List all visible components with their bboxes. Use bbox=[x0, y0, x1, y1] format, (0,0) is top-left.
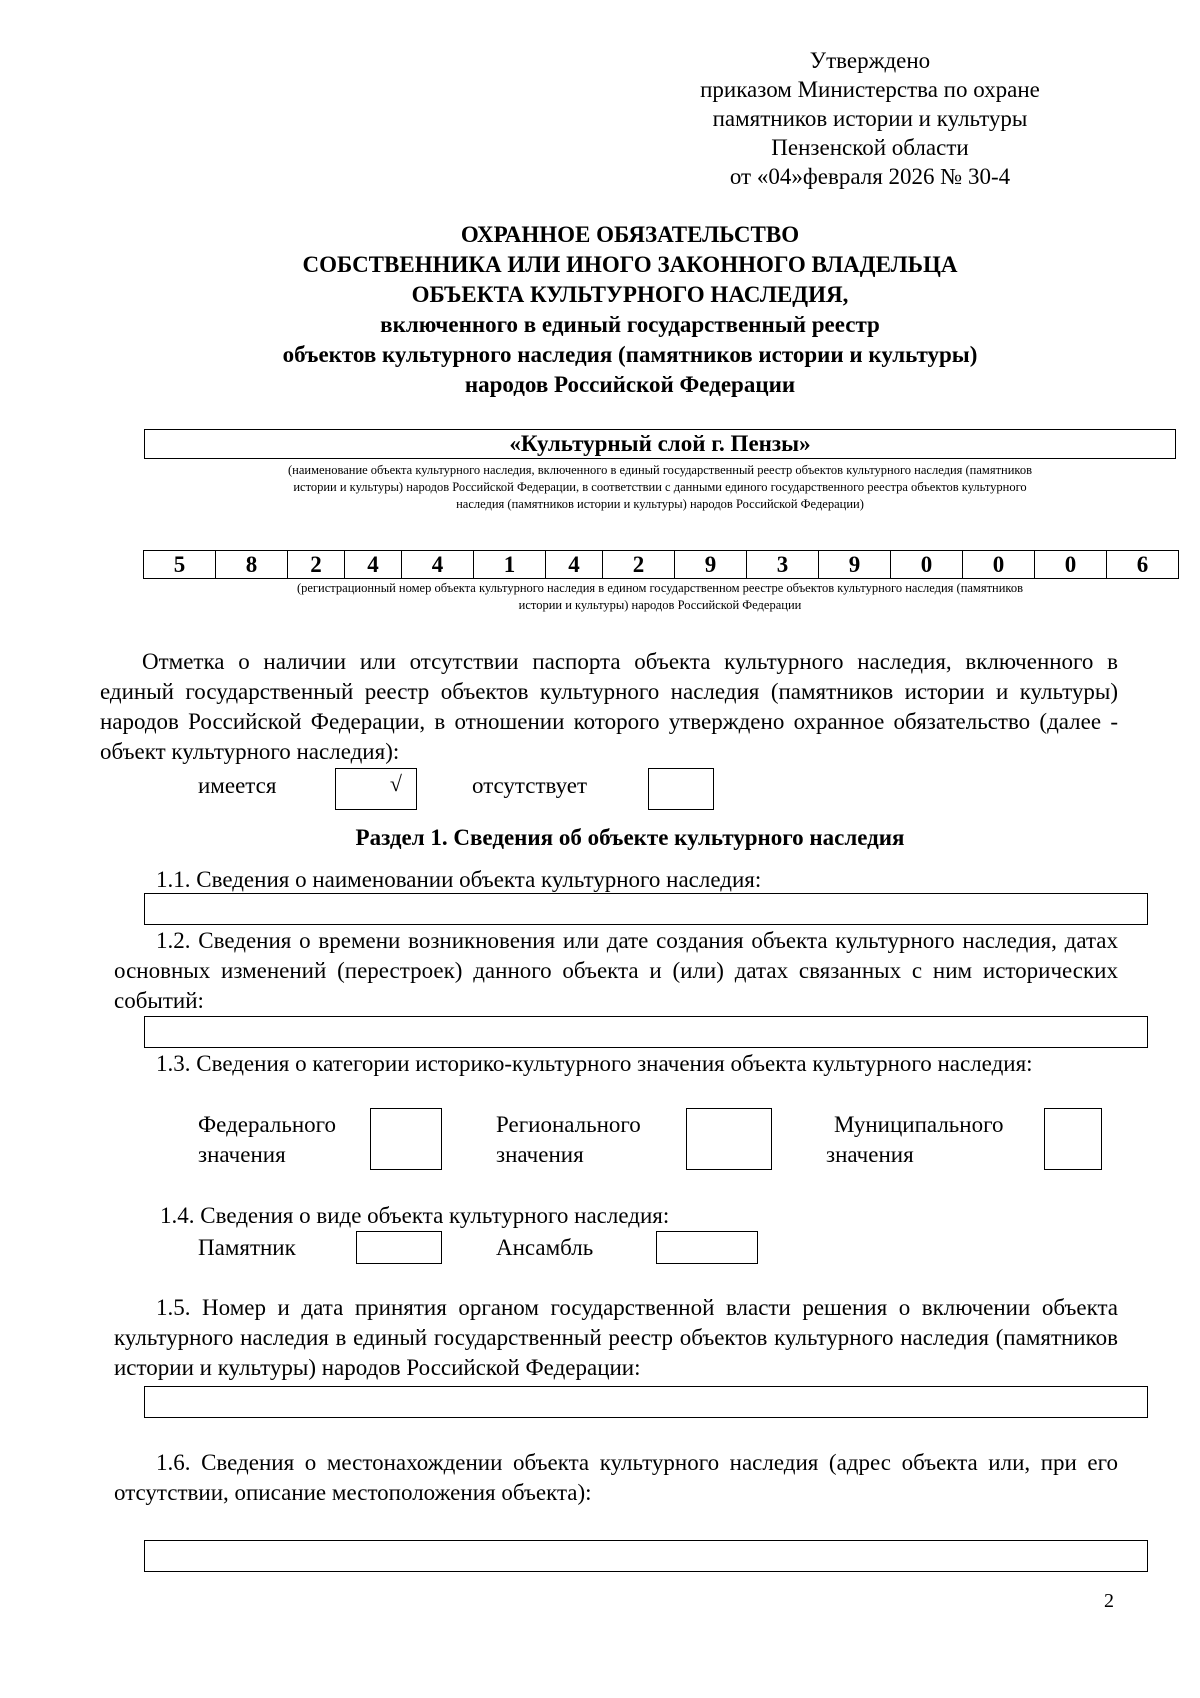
registration-caption bbox=[144, 580, 1176, 614]
label-line: значения bbox=[496, 1142, 584, 1167]
reg-digit-cell[interactable]: 0 bbox=[963, 551, 1035, 579]
title-line: ОБЪЕКТА КУЛЬТУРНОГО НАСЛЕДИЯ, bbox=[411, 282, 849, 307]
registration-number-grid bbox=[143, 550, 1179, 579]
section-1-3-text: 1.3. Сведения о категории историко-культурного значения объекта культурного наследия: bbox=[156, 1051, 1033, 1076]
section-1-5-field[interactable] bbox=[144, 1386, 1148, 1418]
approval-block bbox=[650, 46, 1090, 191]
section-1-6-text: 1.6. Сведения о местонахождении объекта культурного наследия (адрес объекта или, при его отсутствии, описание местоположения объекта): bbox=[114, 1450, 1118, 1505]
label-line: Федерального bbox=[198, 1112, 337, 1137]
approval-line: от «04»февраля 2026 № 30-4 bbox=[729, 164, 1011, 189]
absent-label: отсутствует bbox=[472, 773, 588, 798]
approval-line: приказом Министерства по охране bbox=[700, 77, 1040, 102]
reg-digit-cell[interactable]: 2 bbox=[603, 551, 675, 579]
title-line: СОБСТВЕННИКА ИЛИ ИНОГО ЗАКОННОГО ВЛАДЕЛЬЦА bbox=[302, 252, 958, 277]
label-line: значения bbox=[826, 1142, 914, 1167]
reg-digit-cell[interactable]: 0 bbox=[891, 551, 963, 579]
reg-digit-cell[interactable]: 4 bbox=[546, 551, 603, 579]
reg-digit-cell[interactable]: 2 bbox=[288, 551, 345, 579]
title-line: народов Российской Федерации bbox=[464, 372, 796, 397]
document-title bbox=[0, 220, 1200, 400]
category-municipal-checkbox[interactable] bbox=[1044, 1108, 1102, 1170]
object-name-field[interactable]: «Культурный слой г. Пензы» bbox=[144, 429, 1176, 459]
reg-digit-cell[interactable]: 6 bbox=[1107, 551, 1179, 579]
approval-line: памятников истории и культуры bbox=[712, 106, 1028, 131]
kind-monument-checkbox[interactable] bbox=[356, 1231, 442, 1264]
reg-digit-cell[interactable]: 3 bbox=[747, 551, 819, 579]
section-1-5-text: 1.5. Номер и дата принятия органом государственной власти решения о включении объекта культурного наследия в единый государственный реестр объектов культурного наследия (памятников истории и культуры) народов Российской Федерации: bbox=[114, 1295, 1118, 1380]
approval-line: Пензенской области bbox=[771, 135, 969, 160]
reg-digit-cell[interactable]: 0 bbox=[1035, 551, 1107, 579]
category-regional-label bbox=[496, 1110, 641, 1170]
title-line: объектов культурного наследия (памятников истории и культуры) bbox=[282, 342, 978, 367]
reg-digit-cell[interactable]: 8 bbox=[216, 551, 288, 579]
label-line: значения bbox=[198, 1142, 286, 1167]
caption-line: (наименование объекта культурного наследия, включенного в единый государственный реестр объектов культурного наследия (памятников bbox=[287, 463, 1033, 477]
section-1-2-field[interactable] bbox=[144, 1016, 1148, 1048]
category-regional-checkbox[interactable] bbox=[686, 1108, 772, 1170]
passport-paragraph: Отметка о наличии или отсутствии паспорта объекта культурного наследия, включенного в единый государственный реестр объектов культурного наследия (памятников истории и культуры) народов Российской Федерации, в отношении которого утверждено охранное обязательство (далее - объект культурного наследия): bbox=[100, 649, 1118, 764]
page-number: 2 bbox=[1104, 1590, 1114, 1612]
section-1-title: Раздел 1. Сведения об объекте культурного наследия bbox=[355, 825, 905, 850]
label-line: Муниципального bbox=[834, 1112, 1004, 1137]
reg-digit-cell[interactable]: 9 bbox=[675, 551, 747, 579]
section-1-1-text: 1.1. Сведения о наименовании объекта культурного наследия: bbox=[156, 867, 762, 892]
caption-line: (регистрационный номер объекта культурного наследия в едином государственном реестре объектов культурного наследия (памятников bbox=[296, 581, 1024, 595]
absent-checkbox[interactable] bbox=[648, 768, 714, 810]
section-1-2-text: 1.2. Сведения о времени возникновения или дате создания объекта культурного наследия, датах основных изменений (перестроек) данного объекта и (или) датах связанных с ним исторических событий: bbox=[114, 928, 1118, 1013]
label-line: Регионального bbox=[496, 1112, 641, 1137]
category-municipal-label bbox=[826, 1110, 1003, 1170]
section-1-6-field[interactable] bbox=[144, 1540, 1148, 1572]
reg-digit-cell[interactable]: 4 bbox=[345, 551, 402, 579]
present-checkbox[interactable]: √ bbox=[335, 768, 417, 810]
section-1-1-field[interactable] bbox=[144, 893, 1148, 925]
kind-ensemble-label: Ансамбль bbox=[496, 1235, 594, 1260]
kind-ensemble-checkbox[interactable] bbox=[656, 1231, 758, 1264]
present-label: имеется bbox=[198, 773, 277, 798]
reg-digit-cell[interactable]: 9 bbox=[819, 551, 891, 579]
title-line: ОХРАННОЕ ОБЯЗАТЕЛЬСТВО bbox=[460, 222, 800, 247]
category-federal-checkbox[interactable] bbox=[370, 1108, 442, 1170]
reg-digit-cell[interactable]: 5 bbox=[144, 551, 216, 579]
caption-line: истории и культуры) народов Российской Федерации, в соответствии с данными единого государственного реестра объектов культурного bbox=[293, 480, 1027, 494]
kind-monument-label: Памятник bbox=[198, 1235, 296, 1260]
reg-digit-cell[interactable]: 4 bbox=[402, 551, 474, 579]
caption-line: наследия (памятников истории и культуры) народов Российской Федерации) bbox=[456, 497, 864, 511]
title-line: включенного в единый государственный реестр bbox=[380, 312, 880, 337]
caption-line: истории и культуры) народов Российской Федерации bbox=[518, 598, 802, 612]
reg-digit-cell[interactable]: 1 bbox=[474, 551, 546, 579]
category-federal-label bbox=[198, 1110, 336, 1170]
section-1-4-text: 1.4. Сведения о виде объекта культурного наследия: bbox=[160, 1203, 670, 1228]
approval-line: Утверждено bbox=[809, 48, 931, 73]
object-name-caption bbox=[144, 462, 1176, 513]
